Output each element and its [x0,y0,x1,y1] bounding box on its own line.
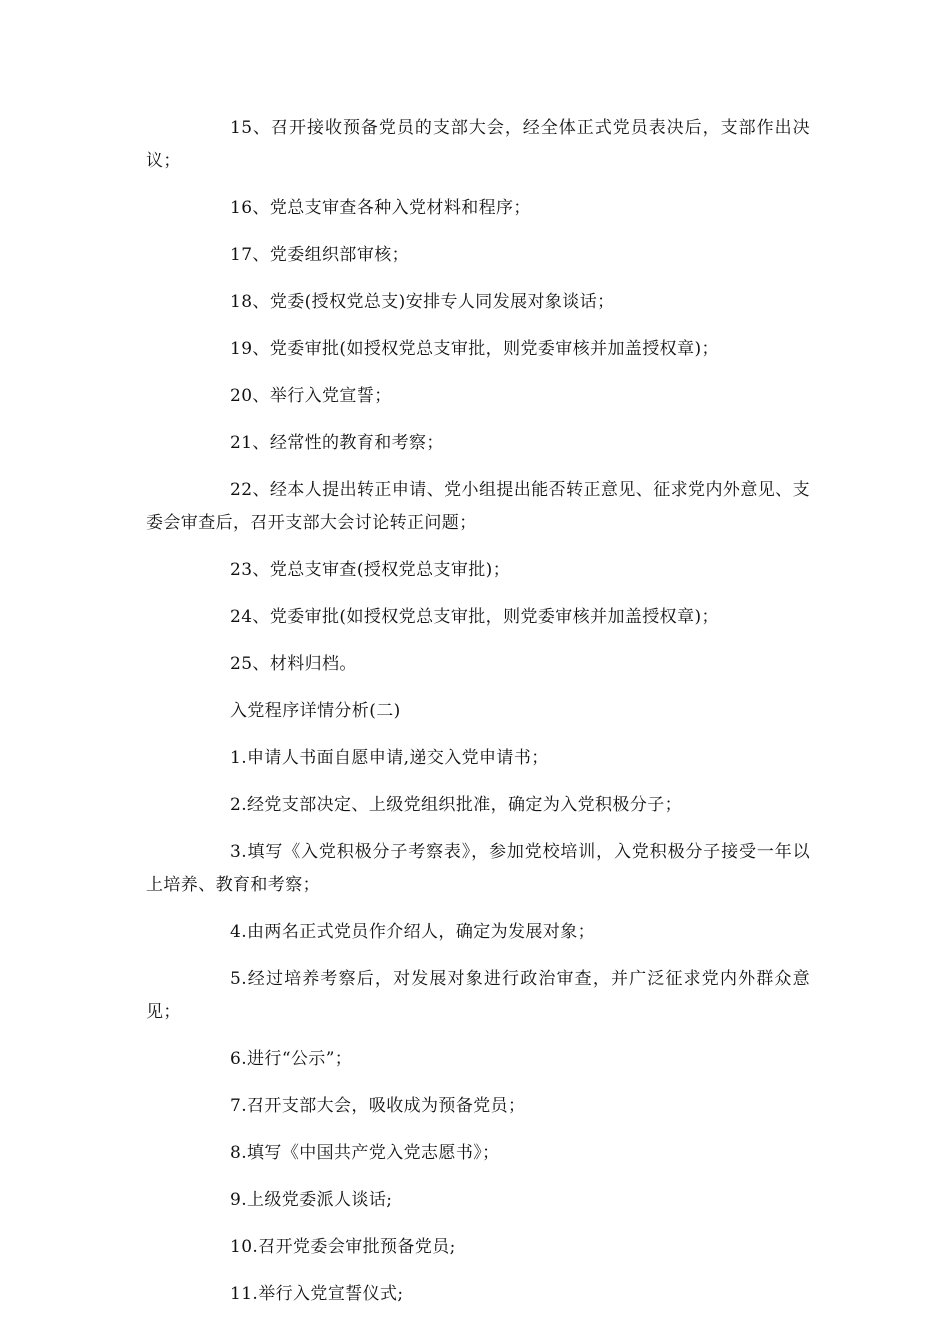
paragraph-item-3: 3.填写《入党积极分子考察表》，参加党校培训，入党积极分子接受一年以上培养、教育和考察； [146,842,810,895]
paragraph-item-11: 11.举行入党宣誓仪式; [230,1284,404,1304]
section-heading: 入党程序详情分析(二) [230,701,401,721]
paragraph-item-5: 5.经过培养考察后，对发展对象进行政治审查，并广泛征求党内外群众意见； [146,969,810,1022]
paragraph-step-22: 22、经本人提出转正申请、党小组提出能否转正意见、征求党内外意见、支委会审查后，召开支部大会讨论转正问题； [146,480,810,533]
paragraph-item-8: 8.填写《中国共产党入党志愿书》； [230,1143,500,1163]
paragraph-step-20: 20、举行入党宣誓； [230,386,392,406]
paragraph-item-6: 6.进行“公示”； [230,1049,353,1069]
paragraph-item-4: 4.由两名正式党员作介绍人，确定为发展对象； [230,922,596,942]
paragraph-step-23: 23、党总支审查(授权党总支审批)； [230,560,511,580]
paragraph-step-16: 16、党总支审查各种入党材料和程序； [230,198,531,218]
paragraph-item-10: 10.召开党委会审批预备党员; [230,1237,456,1257]
paragraph-step-15: 15、召开接收预备党员的支部大会，经全体正式党员表决后，支部作出决议； [146,118,810,171]
paragraph-step-19: 19、党委审批(如授权党总支审批，则党委审核并加盖授权章)； [230,339,719,359]
paragraph-item-1: 1.申请人书面自愿申请,递交入党申请书； [230,748,549,768]
paragraph-item-7: 7.召开支部大会，吸收成为预备党员； [230,1096,526,1116]
paragraph-step-25: 25、材料归档。 [230,654,357,674]
paragraph-item-2: 2.经党支部决定、上级党组织批准，确定为入党积极分子； [230,795,683,815]
paragraph-step-18: 18、党委(授权党总支)安排专人同发展对象谈话； [230,292,615,312]
document-body [146,112,810,1325]
paragraph-item-9: 9.上级党委派人谈话; [230,1190,393,1210]
paragraph-step-17: 17、党委组织部审核； [230,245,410,265]
paragraph-step-24: 24、党委审批(如授权党总支审批，则党委审核并加盖授权章)； [230,607,719,627]
paragraph-step-21: 21、经常性的教育和考察； [230,433,444,453]
